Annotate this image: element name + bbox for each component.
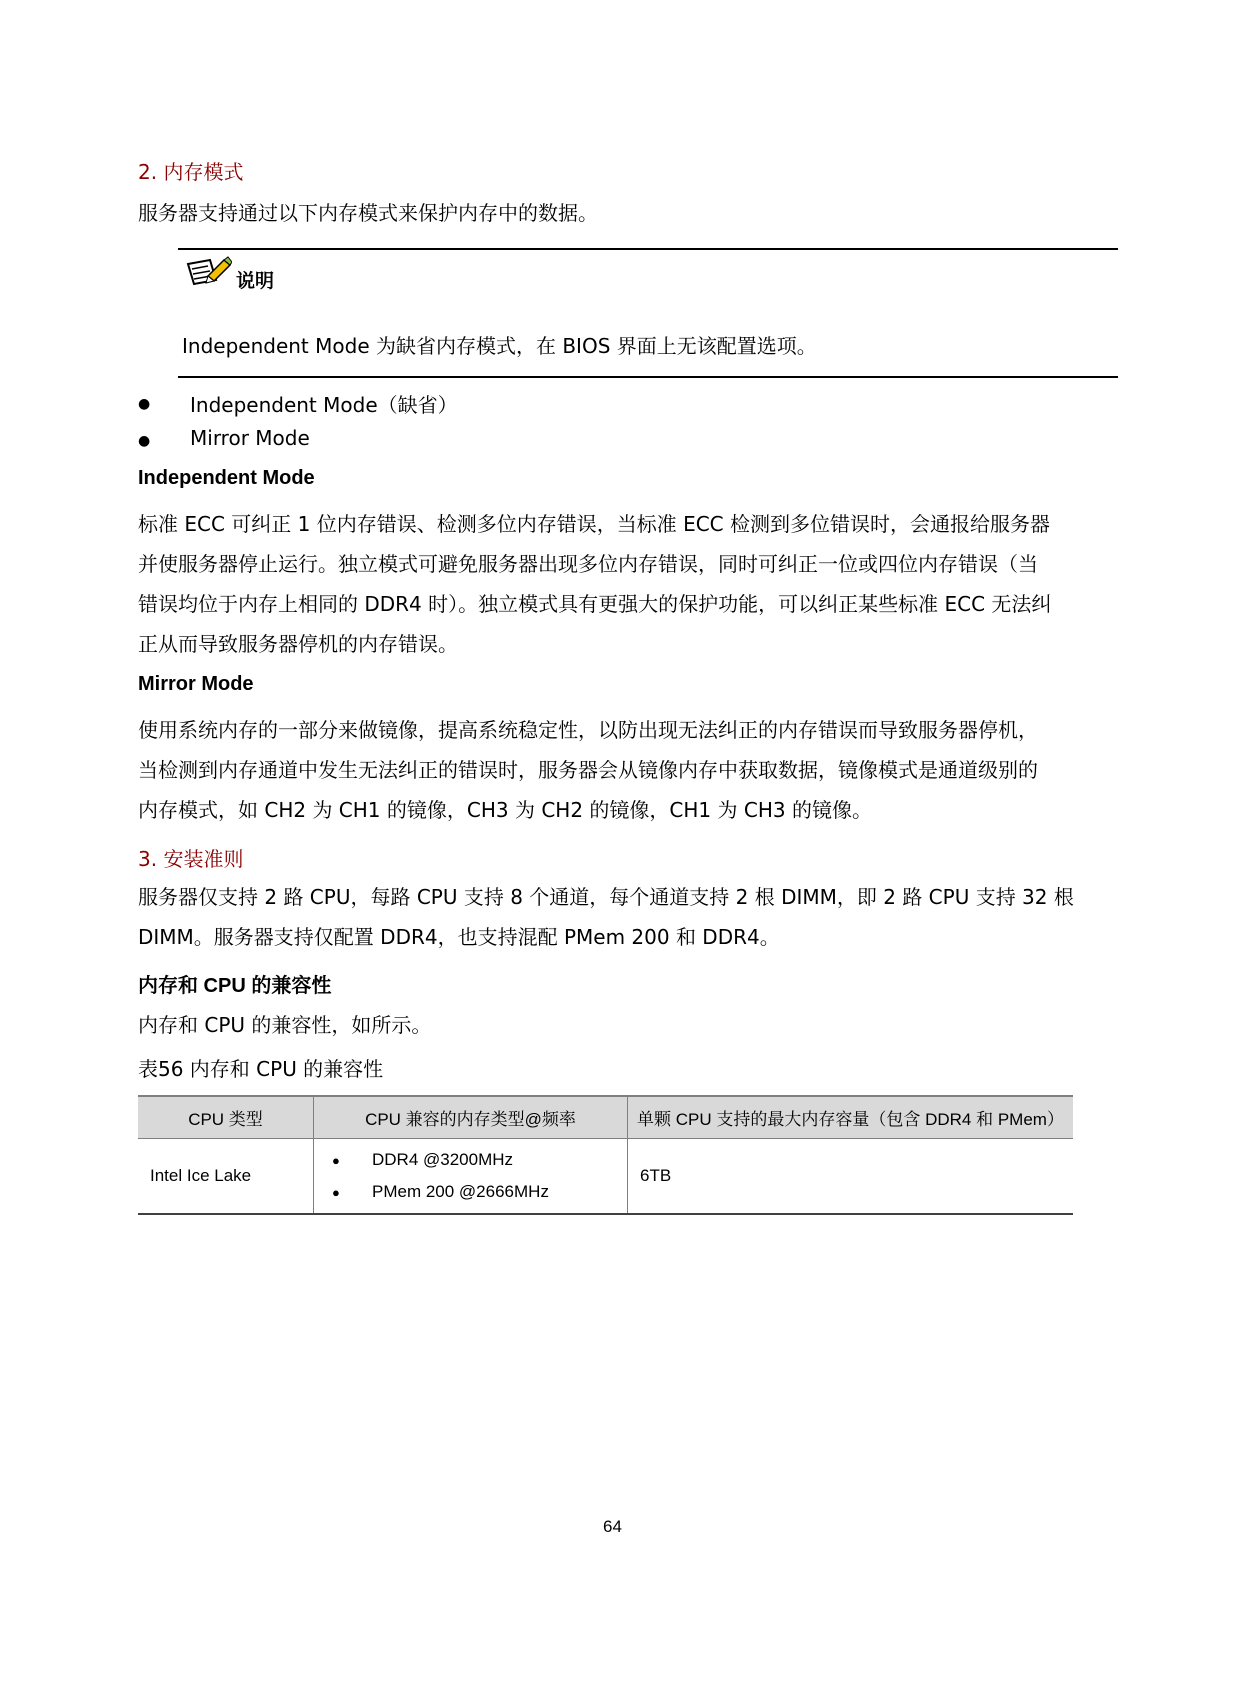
note-bottom-rule	[178, 376, 1118, 378]
table-header-cell: CPU 兼容的内存类型@频率	[314, 1096, 628, 1139]
list-item: Independent Mode（缺省）	[190, 393, 458, 417]
page-number: 64	[603, 1517, 622, 1536]
compat-table	[138, 1095, 1073, 1215]
bullet-dot: ●	[138, 396, 151, 412]
table-cell-cpu: Intel Ice Lake	[138, 1139, 314, 1215]
paragraph-line: 正从而导致服务器停机的内存错误。	[138, 632, 458, 656]
table-header-row	[138, 1096, 1073, 1139]
paragraph-line: 服务器仅支持 2 路 CPU，每路 CPU 支持 8 个通道，每个通道支持 2 根 DIMM，即 2 路 CPU 支持 32 根	[138, 885, 1074, 909]
list-item	[332, 1176, 627, 1208]
mirror-mode-paragraph	[138, 710, 1118, 830]
paragraph-line: 标准 ECC 可纠正 1 位内存错误、检测多位内存错误，当标准 ECC 检测到多位错误时，会通报给服务器	[138, 512, 1051, 536]
install-rules-paragraph	[138, 877, 1118, 957]
table-row	[138, 1139, 1073, 1215]
section-intro: 服务器支持通过以下内存模式来保护内存中的数据。	[138, 201, 598, 225]
list-item	[332, 1144, 627, 1176]
paragraph-line: 并使服务器停止运行。独立模式可避免服务器出现多位内存错误，同时可纠正一位或四位内存错误（当	[138, 552, 1038, 576]
section-heading-install-rules: 3. 安装准则	[138, 847, 244, 871]
compat-intro: 内存和 CPU 的兼容性，如所示。	[138, 1013, 432, 1037]
bullet-dot: ●	[332, 1153, 340, 1168]
paragraph-line: 使用系统内存的一部分来做镜像，提高系统稳定性，以防出现无法纠正的内存错误而导致服务器停机，	[138, 718, 1038, 742]
note-pencil-icon	[186, 256, 232, 288]
paragraph-line: DIMM。服务器支持仅配置 DDR4，也支持混配 PMem 200 和 DDR4。	[138, 925, 780, 949]
independent-mode-paragraph	[138, 504, 1118, 664]
note-top-rule	[178, 248, 1118, 250]
memory-type: PMem 200 @2666MHz	[372, 1182, 549, 1201]
table-cell-memory	[314, 1139, 628, 1215]
table-caption: 表56 内存和 CPU 的兼容性	[138, 1057, 384, 1081]
paragraph-line: 内存模式，如 CH2 为 CH1 的镜像，CH3 为 CH2 的镜像，CH1 为 CH3 的镜像。	[138, 798, 872, 822]
compat-heading: 内存和 CPU 的兼容性	[138, 975, 332, 997]
table-header-cell: 单颗 CPU 支持的最大内存容量（包含 DDR4 和 PMem）	[628, 1096, 1074, 1139]
memory-list	[314, 1144, 627, 1208]
table-header-cell: CPU 类型	[138, 1096, 314, 1139]
bullet-dot: ●	[138, 433, 151, 449]
mirror-mode-heading: Mirror Mode	[138, 673, 254, 695]
section-heading-memory-mode: 2. 内存模式	[138, 160, 244, 184]
note-text: Independent Mode 为缺省内存模式，在 BIOS 界面上无该配置选项。	[182, 334, 817, 358]
independent-mode-heading: Independent Mode	[138, 467, 315, 489]
table-cell-capacity: 6TB	[628, 1139, 1074, 1215]
paragraph-line: 错误均位于内存上相同的 DDR4 时）。独立模式具有更强大的保护功能，可以纠正某些标准 ECC 无法纠	[138, 592, 1052, 616]
bullet-dot: ●	[332, 1185, 340, 1200]
paragraph-line: 当检测到内存通道中发生无法纠正的错误时，服务器会从镜像内存中获取数据，镜像模式是通道级别的	[138, 758, 1038, 782]
note-title: 说明	[236, 270, 275, 292]
list-item: Mirror Mode	[190, 426, 310, 450]
memory-type: DDR4 @3200MHz	[372, 1150, 514, 1169]
